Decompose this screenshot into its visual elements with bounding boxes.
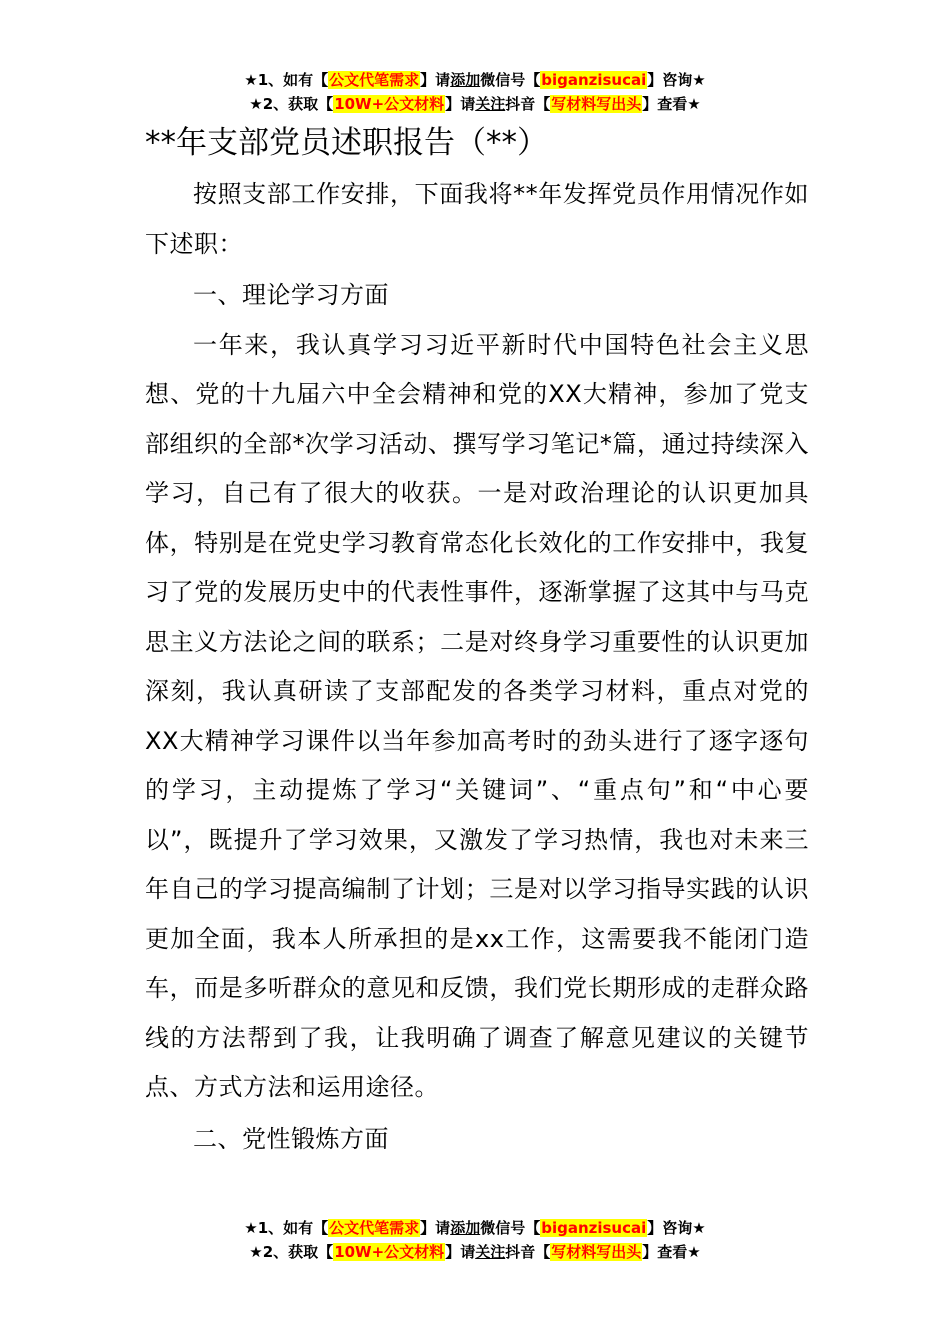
section-heading-2: 二、党性锻炼方面 [193, 1124, 389, 1153]
banner-line-1: ★1、如有【公文代笔需求】请添加微信号【biganzisucai】咨询★ [244, 71, 706, 89]
banner-line-2: ★2、获取【10W+公文材料】请关注抖音【写材料写出头】查看★ [249, 95, 701, 113]
highlight-service: 公文代笔需求 [329, 1219, 420, 1237]
highlight-service: 公文代笔需求 [329, 71, 420, 89]
section-body-1: 一年来，我认真学习习近平新时代中国特色社会主义思想、党的十九届六中全会精神和党的XX大精神，参加了党支部组织的全部*次学习活动、撰写学习笔记*篇，通过持续深入学习，自己有了很大的收获。一是对政治理论的认识更加具体，特别是在党史学习教育常态化长效化的工作安排中，我复习了党的发展历史中的代表性事件，逐渐掌握了这其中与马克思主义方法论之间的联系；二是对终身学习重要性的认识更加深刻，我认真研读了支部配发的各类学习材料，重点对党的XX大精神学习课件以当年参加高考时的劲头进行了逐字逐句的学习，主动提炼了学习“关键词”、“重点句”和“中心要以”，既提升了学习效果，又激发了学习热情，我也对未来三年自己的学习提高编制了计划；三是对以学习指导实践的认识更加全面，我本人所承担的是xx工作，这需要我不能闭门造车，而是多听群众的意见和反馈，我们党长期形成的走群众路线的方法帮到了我，让我明确了调查了解意见建议的关键节点、方式方法和运用途径。 [145, 330, 809, 1101]
highlight-materials: 10W+公文材料 [334, 95, 445, 113]
highlight-douyin: 写材料写出头 [551, 95, 642, 113]
highlight-materials: 10W+公文材料 [334, 1243, 445, 1261]
top-banner [0, 68, 950, 116]
section-heading-1: 一、理论学习方面 [193, 281, 389, 309]
highlight-douyin: 写材料写出头 [551, 1243, 642, 1261]
banner-line-1: ★1、如有【公文代笔需求】请添加微信号【biganzisucai】咨询★ [244, 1219, 706, 1237]
highlight-wechat-id: biganzisucai [541, 1219, 647, 1237]
bottom-banner [0, 1216, 950, 1264]
document-body [145, 118, 809, 1164]
banner-line-2: ★2、获取【10W+公文材料】请关注抖音【写材料写出头】查看★ [249, 1243, 701, 1261]
document-title: **年支部党员述职报告（**） [145, 125, 548, 161]
intro-paragraph: 按照支部工作安排，下面我将**年发挥党员作用情况作如下述职： [145, 180, 809, 258]
highlight-wechat-id: biganzisucai [541, 71, 647, 89]
